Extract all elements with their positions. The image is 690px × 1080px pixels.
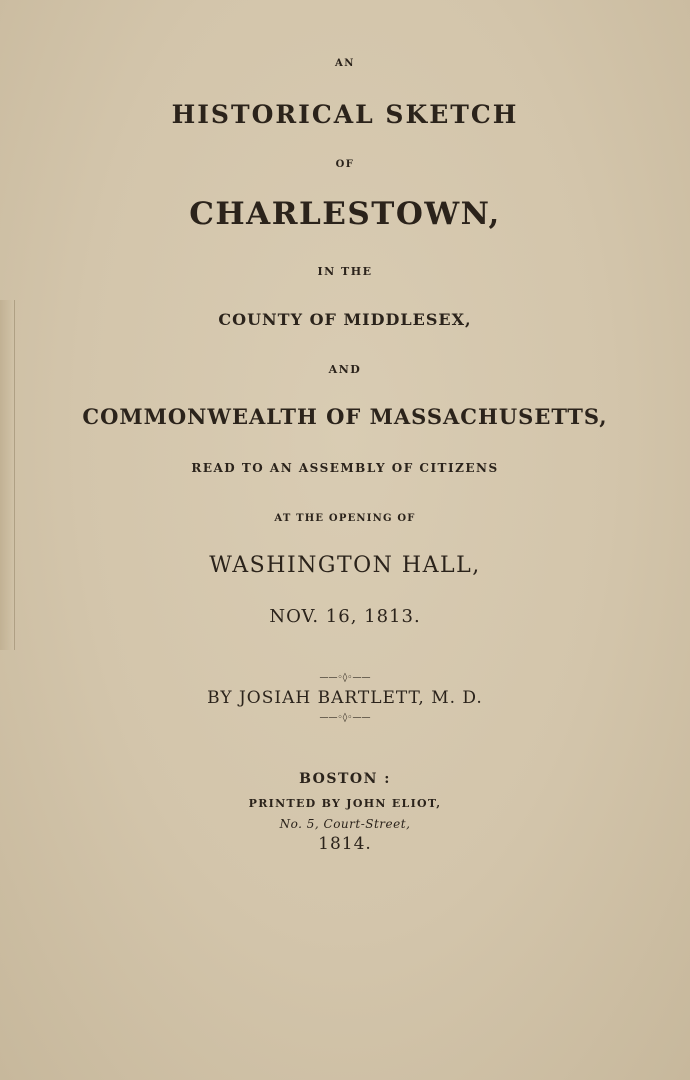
opening-line: AT THE OPENING OF [274,513,416,524]
address-line: No. 5, Court-Street, [279,817,411,831]
read-to-line: READ TO AN ASSEMBLY OF CITIZENS [191,461,499,475]
county-line: COUNTY OF MIDDLESEX, [218,310,472,329]
author-line: BY JOSIAH BARTLETT, M. D. [207,688,483,708]
binding-edge [0,300,15,650]
year-line: 1814. [318,834,372,854]
of-line: OF [335,159,355,170]
in-the-line: IN THE [317,265,373,278]
city-line: BOSTON : [299,771,391,787]
commonwealth-line: COMMONWEALTH OF MASSACHUSETTS, [82,404,608,429]
date-line: NOV. 16, 1813. [269,606,421,627]
article-an: AN [335,58,355,69]
ornament-rule-top: ——◦◊◦—— [319,673,371,683]
hall-name: WASHINGTON HALL, [209,553,481,578]
place-name: CHARLESTOWN, [189,196,501,232]
ornament-rule-bottom: ——◦◊◦—— [319,713,371,723]
printer-line: PRINTED BY JOHN ELIOT, [248,797,442,810]
and-line: AND [328,363,362,376]
title-main: HISTORICAL SKETCH [171,100,519,129]
